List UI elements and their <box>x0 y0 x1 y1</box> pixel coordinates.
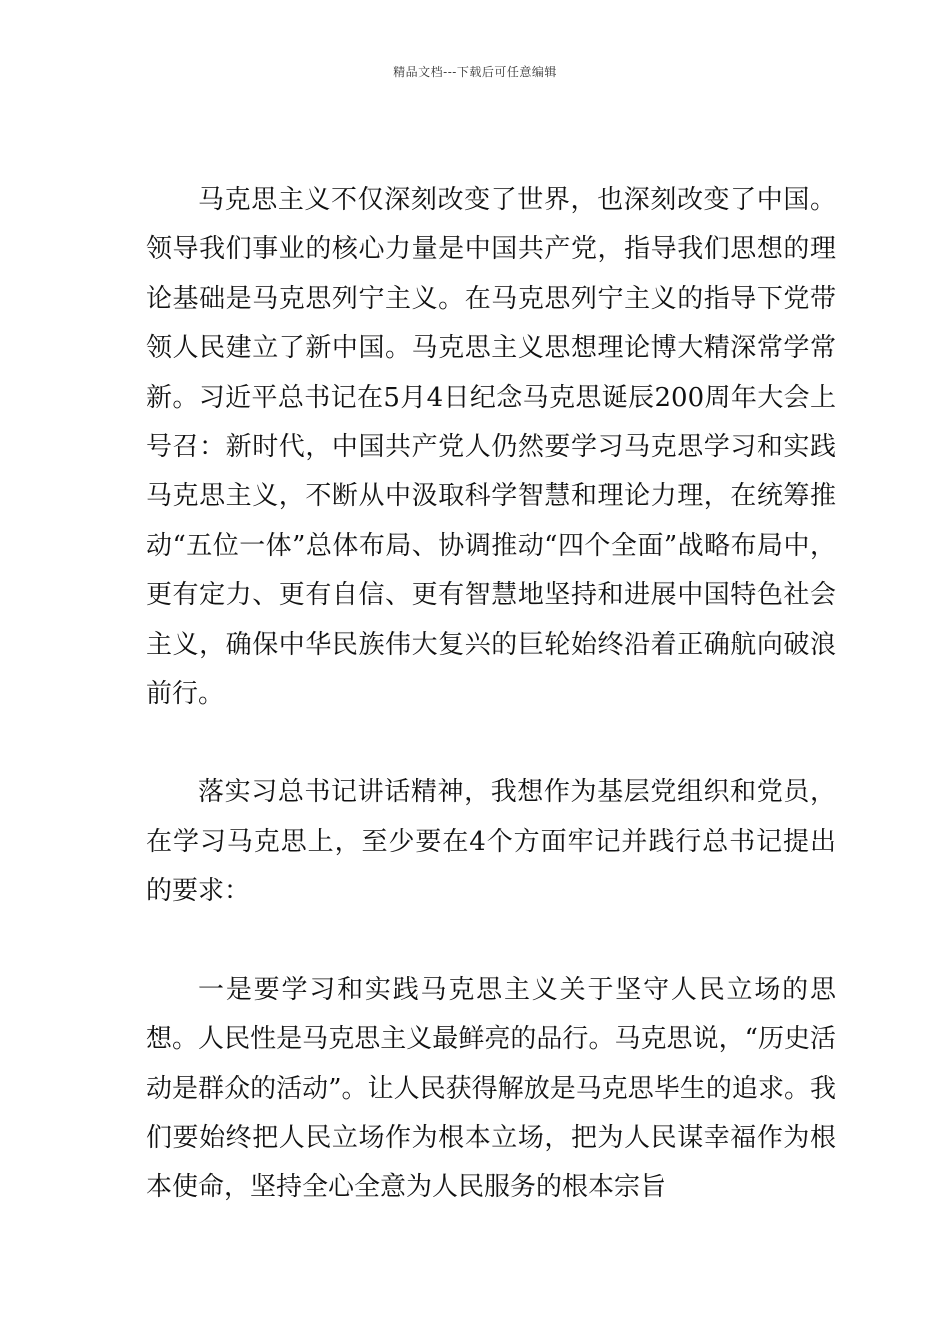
paragraph-marxism-changed-china: 马克思主义不仅深刻改变了世界，也深刻改变了中国。领导我们事业的核心力量是中国共产党，指导我们思想的理论基础是马克思列宁主义。在马克思列宁主义的指导下党带领人民建立了新中国。马克思主义思想理论博大精深常学常新。习近平总书记在5月4日纪念马克思诞辰200周年大会上号召：新时代，中国共产党人仍然要学习马克思学习和实践马克思主义，不断从中汲取科学智慧和理论力理，在统筹推动“五位一体”总体布局、协调推动“四个全面”战略布局中，更有定力、更有自信、更有智慧地坚持和进展中国特色社会主义，确保中华民族伟大复兴的巨轮始终沿着正确航向破浪前行。 <box>146 185 836 710</box>
document-body <box>146 176 836 1213</box>
paragraph-people-stance: 一是要学习和实践马克思主义关于坚守人民立场的思想。人民性是马克思主义最鲜亮的品行。马克思说，“历史活动是群众的活动”。让人民获得解放是马克思毕生的追求。我们要始终把人民立场作为根本立场，把为人民谋幸福作为根本使命，坚持全心全意为人民服务的根本宗旨 <box>146 974 836 1203</box>
paragraph-implement-speech: 落实习总书记讲话精神，我想作为基层党组织和党员，在学习马克思上，至少要在4个方面牢记并践行总书记提出的要求： <box>146 777 836 907</box>
page-header: 精品文档---下载后可任意编辑 <box>393 65 557 79</box>
